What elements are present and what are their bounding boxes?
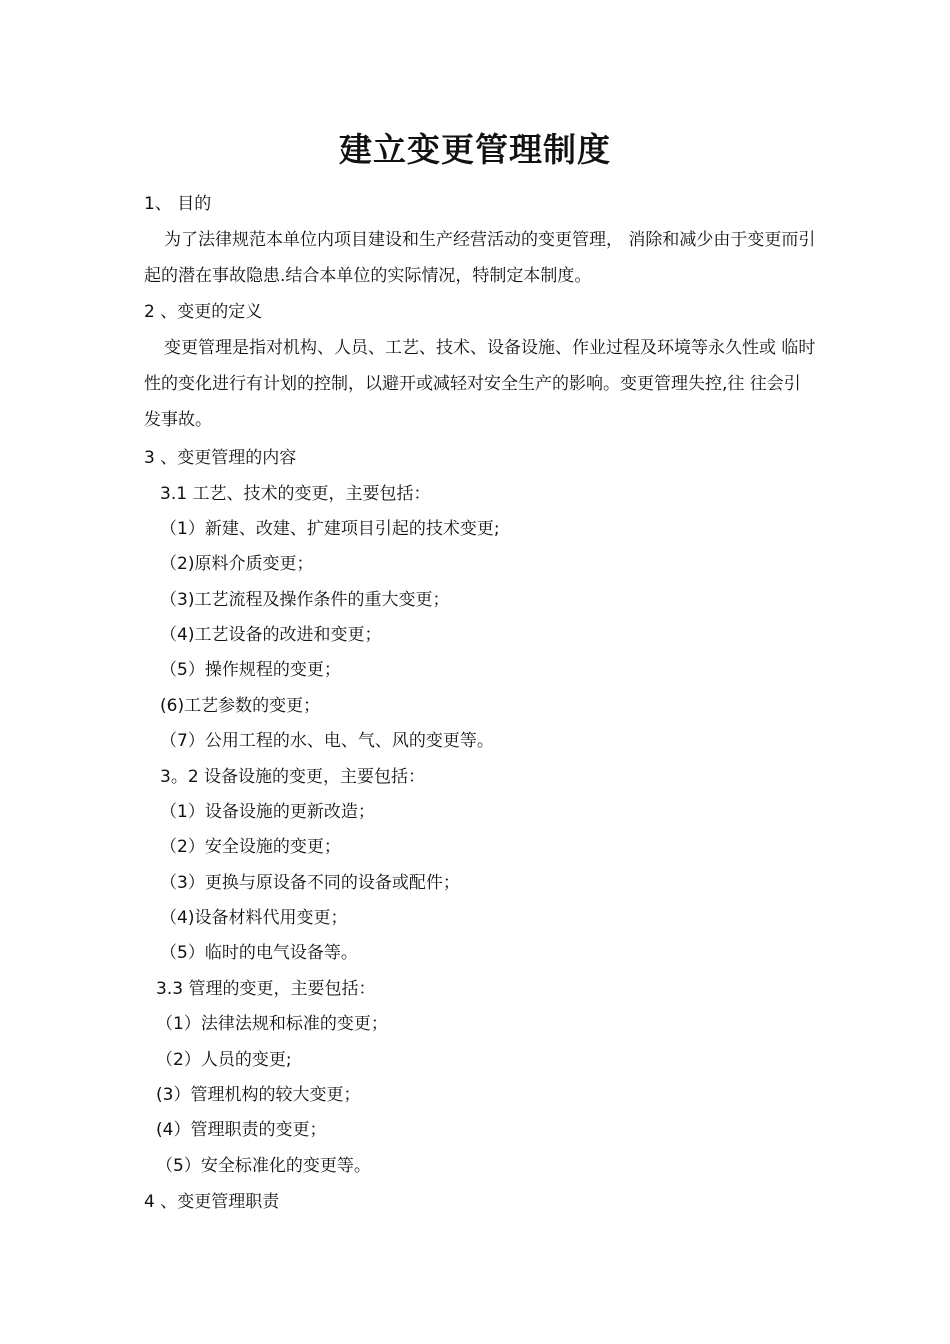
document-title: 建立变更管理制度	[339, 130, 611, 169]
list-item: (4）管理职责的变更；	[156, 1120, 327, 1140]
list-item: (6)工艺参数的变更；	[160, 696, 321, 716]
list-item: （3)工艺流程及操作条件的重大变更；	[160, 590, 450, 610]
list-item: （4)工艺设备的改进和变更；	[160, 625, 382, 645]
list-item: （1）设备设施的更新改造；	[160, 802, 375, 822]
subsection-heading-management: 3.3 管理的变更，主要包括：	[156, 979, 376, 999]
list-item: （3）更换与原设备不同的设备或配件；	[160, 873, 460, 893]
list-item: （5）操作规程的变更；	[160, 660, 341, 680]
paragraph-purpose: 为了法律规范本单位内项目建设和生产经营活动的变更管理， 消除和减少由于变更而引 起的潜在事故隐患.结合本单位的实际情况，特制定本制度。	[144, 230, 816, 286]
section-heading-purpose: 1、 目的	[144, 194, 212, 214]
list-item: （2）安全设施的变更；	[160, 837, 341, 857]
list-item: （1）法律法规和标准的变更；	[156, 1014, 388, 1034]
list-item: （2)原料介质变更；	[160, 554, 314, 574]
section-heading-content: 3 、变更管理的内容	[144, 448, 297, 468]
subsection-heading-process: 3.1 工艺、技术的变更，主要包括：	[160, 484, 431, 504]
section-heading-responsibilities: 4 、变更管理职责	[144, 1192, 280, 1212]
list-item: （5）安全标准化的变更等。	[156, 1156, 371, 1176]
list-item: （2）人员的变更;	[156, 1050, 292, 1070]
list-item: （5）临时的电气设备等。	[160, 943, 358, 963]
subsection-heading-equipment: 3。2 设备设施的变更，主要包括：	[160, 767, 426, 787]
list-item: (3）管理机构的较大变更；	[156, 1085, 361, 1105]
list-item: （7）公用工程的水、电、气、风的变更等。	[160, 731, 494, 751]
paragraph-definition: 变更管理是指对机构、人员、工艺、技术、设备设施、作业过程及环境等永久性或 临时性的变化进行有计划的控制，以避开或减轻对安全生产的影响。变更管理失控,往 往会引发事故。	[144, 338, 816, 430]
list-item: （1）新建、改建、扩建项目引起的技术变更;	[160, 519, 500, 539]
section-heading-definition: 2 、变更的定义	[144, 302, 263, 322]
list-item: （4)设备材料代用变更；	[160, 908, 348, 928]
